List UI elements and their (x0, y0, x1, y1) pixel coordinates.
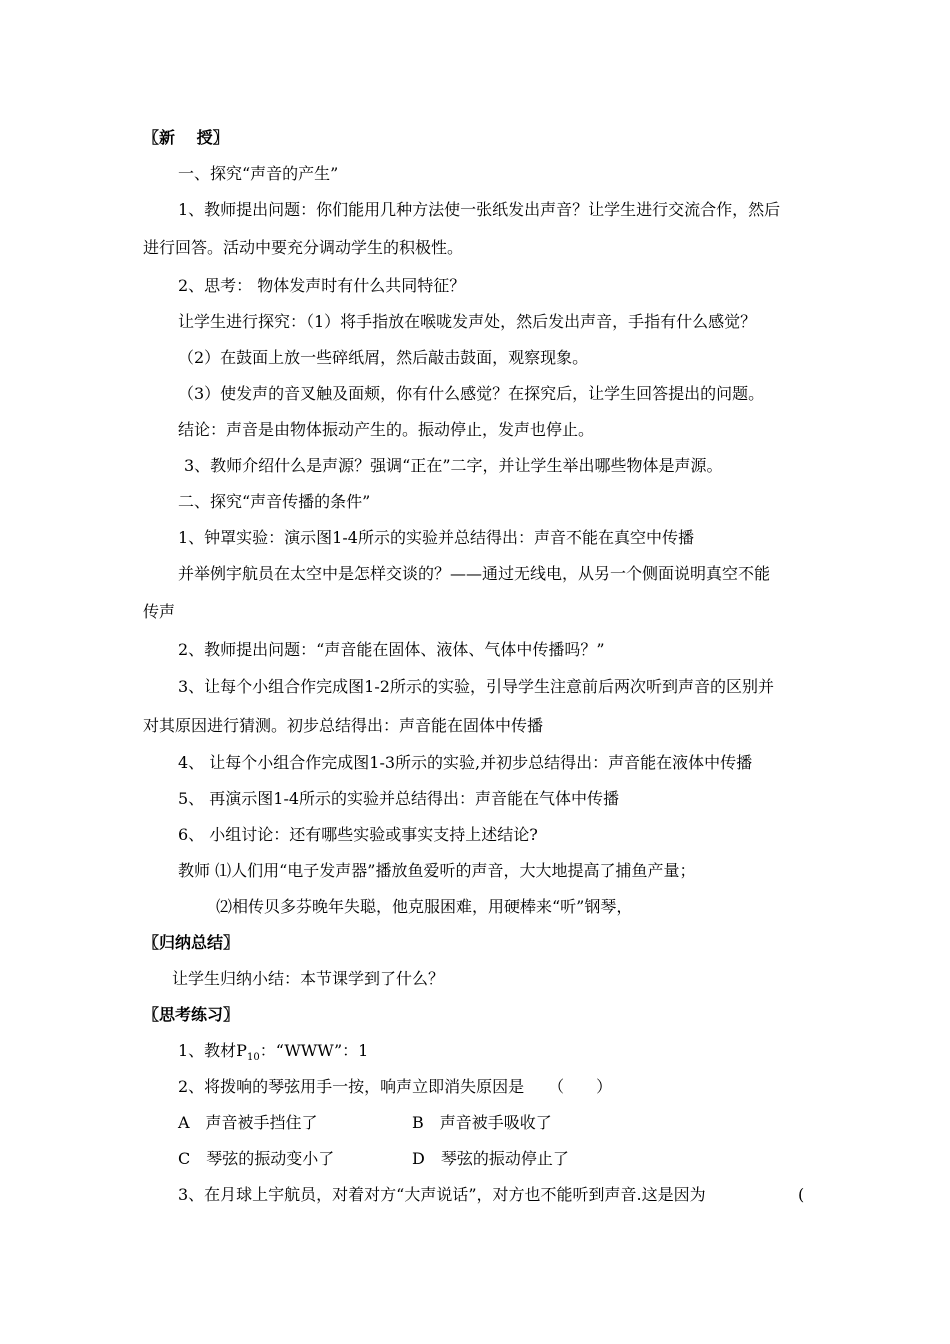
line: 1、教师提出问题：你们能用几种方法使一张纸发出声音？让学生进行交流合作，然后 (178, 200, 781, 219)
line-heading-sound-production: 一、探究“声音的产生” (178, 164, 339, 183)
option-d: D 琴弦的振动停止了 (412, 1149, 569, 1168)
line: 5、 再演示图1-4所示的实验并总结得出：声音能在气体中传播 (178, 789, 620, 808)
line: ⑵相传贝多芬晚年失聪，他克服困难，用硬棒来“听”钢琴， (216, 897, 633, 916)
line: 2、教师提出问题：“声音能在固体、液体、气体中传播吗？” (178, 640, 605, 659)
line: （3）使发声的音叉触及面颊，你有什么感觉？在探究后，让学生回答提出的问题。 (178, 384, 765, 403)
option-c: C 琴弦的振动变小了 (178, 1149, 335, 1168)
line-conclusion: 结论：声音是由物体振动产生的。振动停止，发声也停止。 (178, 420, 595, 439)
line: 传声 (143, 602, 176, 621)
line: 对其原因进行猜测。初步总结得出：声音能在固体中传播 (143, 716, 544, 735)
line: 3、教师介绍什么是声源？强调“正在”二字，并让学生举出哪些物体是声源。 (184, 456, 723, 475)
line: 进行回答。活动中要充分调动学生的积极性。 (143, 238, 464, 257)
line-exercise-2: 2、将拨响的琴弦用手一按，响声立即消失原因是 （ ） (178, 1077, 613, 1096)
exercise-1-text: 1、教材P (178, 1041, 247, 1060)
line: 3、让每个小组合作完成图1-2所示的实验，引导学生注意前后两次听到声音的区别并 (178, 677, 774, 696)
section-heading-summary: 〖归纳总结〗 (143, 933, 240, 952)
line-exercise-3: 3、在月球上宇航员，对着对方“大声说话”，对方也不能听到声音.这是因为 (178, 1185, 706, 1204)
line: （2）在鼓面上放一些碎纸屑，然后敲击鼓面，观察现象。 (178, 348, 589, 367)
line-heading-sound-propagation: 二、探究“声音传播的条件” (178, 492, 371, 511)
answer-paren: ( (798, 1185, 805, 1204)
line-exercise-1 (178, 1041, 369, 1064)
line: 2、思考： 物体发声时有什么共同特征？ (178, 276, 466, 295)
line: 并举例宇航员在太空中是怎样交谈的？——通过无线电，从另一个侧面说明真空不能 (178, 564, 771, 583)
option-a: A 声音被手挡住了 (178, 1113, 318, 1132)
line: 1、钟罩实验：演示图1-4所示的实验并总结得出：声音不能在真空中传播 (178, 528, 694, 547)
line: 教师 ⑴人们用“电子发声器”播放鱼爱听的声音，大大地提高了捕鱼产量； (178, 861, 696, 880)
section-heading-practice: 〖思考练习〗 (143, 1005, 240, 1024)
option-b: B 声音被手吸收了 (412, 1113, 552, 1132)
exercise-1-suffix: ：“WWW”：1 (259, 1041, 369, 1060)
line: 让学生进行探究：（1）将手指放在喉咙发声处，然后发出声音，手指有什么感觉？ (178, 312, 757, 331)
line: 6、 小组讨论：还有哪些实验或事实支持上述结论? (178, 825, 538, 844)
exercise-1-page-number: 10 (246, 1052, 260, 1064)
section-heading-new-lesson: 〖新 授〗 (143, 128, 229, 147)
line: 让学生归纳小结：本节课学到了什么？ (172, 969, 445, 988)
line: 4、 让每个小组合作完成图1-3所示的实验,并初步总结得出：声音能在液体中传播 (178, 753, 753, 772)
